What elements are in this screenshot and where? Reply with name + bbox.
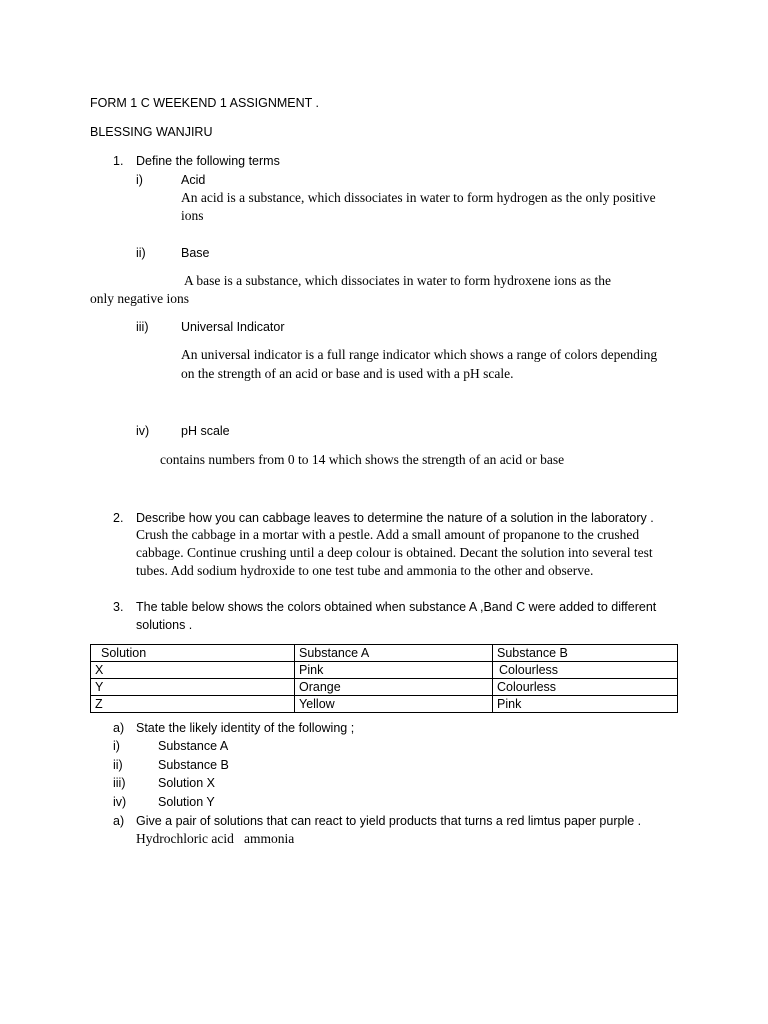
q1-acid-answer-line: ions — [181, 208, 204, 223]
q1-term-base: Base — [181, 246, 210, 260]
table-cell: Orange — [295, 679, 493, 696]
q3-item-num: iii) — [113, 776, 126, 790]
q3-item-num: i) — [113, 739, 120, 753]
q3-prompt-line: solutions . — [136, 618, 193, 632]
table-header-cell: Substance B — [493, 645, 678, 662]
q3-part-b-prompt: Give a pair of solutions that can react to yield products that turns a red limtus paper purple . — [136, 814, 642, 828]
table-cell: X — [91, 662, 295, 679]
table-header-cell: Solution — [91, 645, 295, 662]
q3-part-a-label: a) — [113, 721, 125, 735]
q2-answer-line: cabbage. Continue crushing until a deep colour is obtained. Decant the solution into several test — [136, 545, 653, 560]
q1-term-universal-indicator: Universal Indicator — [181, 320, 285, 334]
q1-base-answer-line: A base is a substance, which dissociates in water to form hydroxene ions as the — [184, 273, 612, 288]
q2-prompt: Describe how you can cabbage leaves to determine the nature of a solution in the laboratory . — [136, 511, 654, 525]
q3-item-text: Solution X — [158, 776, 215, 790]
table-row — [91, 679, 678, 696]
q1-term-acid: Acid — [181, 173, 206, 187]
table-cell: Pink — [493, 696, 678, 713]
q2-answer-line: Crush the cabbage in a mortar with a pestle. Add a small amount of propanone to the crushed — [136, 527, 640, 542]
table-row — [91, 696, 678, 713]
assignment-title: FORM 1 C WEEKEND 1 ASSIGNMENT . — [90, 96, 319, 110]
q3-part-b-label: a) — [113, 814, 125, 828]
table-cell: Colourless — [493, 662, 678, 679]
q3-item-text: Solution Y — [158, 795, 215, 809]
q3-item-text: Substance B — [158, 758, 229, 772]
table-cell: Yellow — [295, 696, 493, 713]
q1-term-iii-num: iii) — [136, 320, 149, 334]
table-cell: Pink — [295, 662, 493, 679]
table-header-cell: Substance A — [295, 645, 493, 662]
q1-acid-answer-line: An acid is a substance, which dissociates in water to form hydrogen as the only positive — [181, 190, 656, 205]
q1-number: 1. — [113, 154, 124, 168]
table-cell: Colourless — [493, 679, 678, 696]
q3-item-text: Substance A — [158, 739, 229, 753]
student-name: BLESSING WANJIRU — [90, 125, 213, 139]
q1-base-answer-line: only negative ions — [90, 291, 189, 306]
q1-prompt: Define the following terms — [136, 154, 280, 168]
q1-term-ph-scale: pH scale — [181, 424, 230, 438]
q1-term-iv-num: iv) — [136, 424, 150, 438]
table-cell: Y — [91, 679, 295, 696]
table-cell: Z — [91, 696, 295, 713]
q1-indicator-answer-line: on the strength of an acid or base and is used with a pH scale. — [181, 366, 514, 381]
q1-term-ii-num: ii) — [136, 246, 146, 260]
q3-number: 3. — [113, 600, 124, 614]
q3-item-num: iv) — [113, 795, 127, 809]
q1-ph-answer-line: contains numbers from 0 to 14 which shows the strength of an acid or base — [160, 452, 565, 467]
table-row — [91, 662, 678, 679]
table-header-row — [91, 645, 678, 662]
q3-item-num: ii) — [113, 758, 123, 772]
q1-term-i-num: i) — [136, 173, 143, 187]
q1-indicator-answer-line: An universal indicator is a full range indicator which shows a range of colors depending — [181, 347, 658, 362]
q2-answer-line: tubes. Add sodium hydroxide to one test tube and ammonia to the other and observe. — [136, 563, 594, 578]
solutions-table — [90, 644, 678, 713]
q3-part-a-prompt: State the likely identity of the following ; — [136, 721, 355, 735]
q3-part-b-answer: Hydrochloric acid ammonia — [136, 831, 295, 846]
q2-number: 2. — [113, 511, 124, 525]
q3-prompt-line: The table below shows the colors obtained when substance A ,Band C were added to different — [136, 600, 657, 614]
